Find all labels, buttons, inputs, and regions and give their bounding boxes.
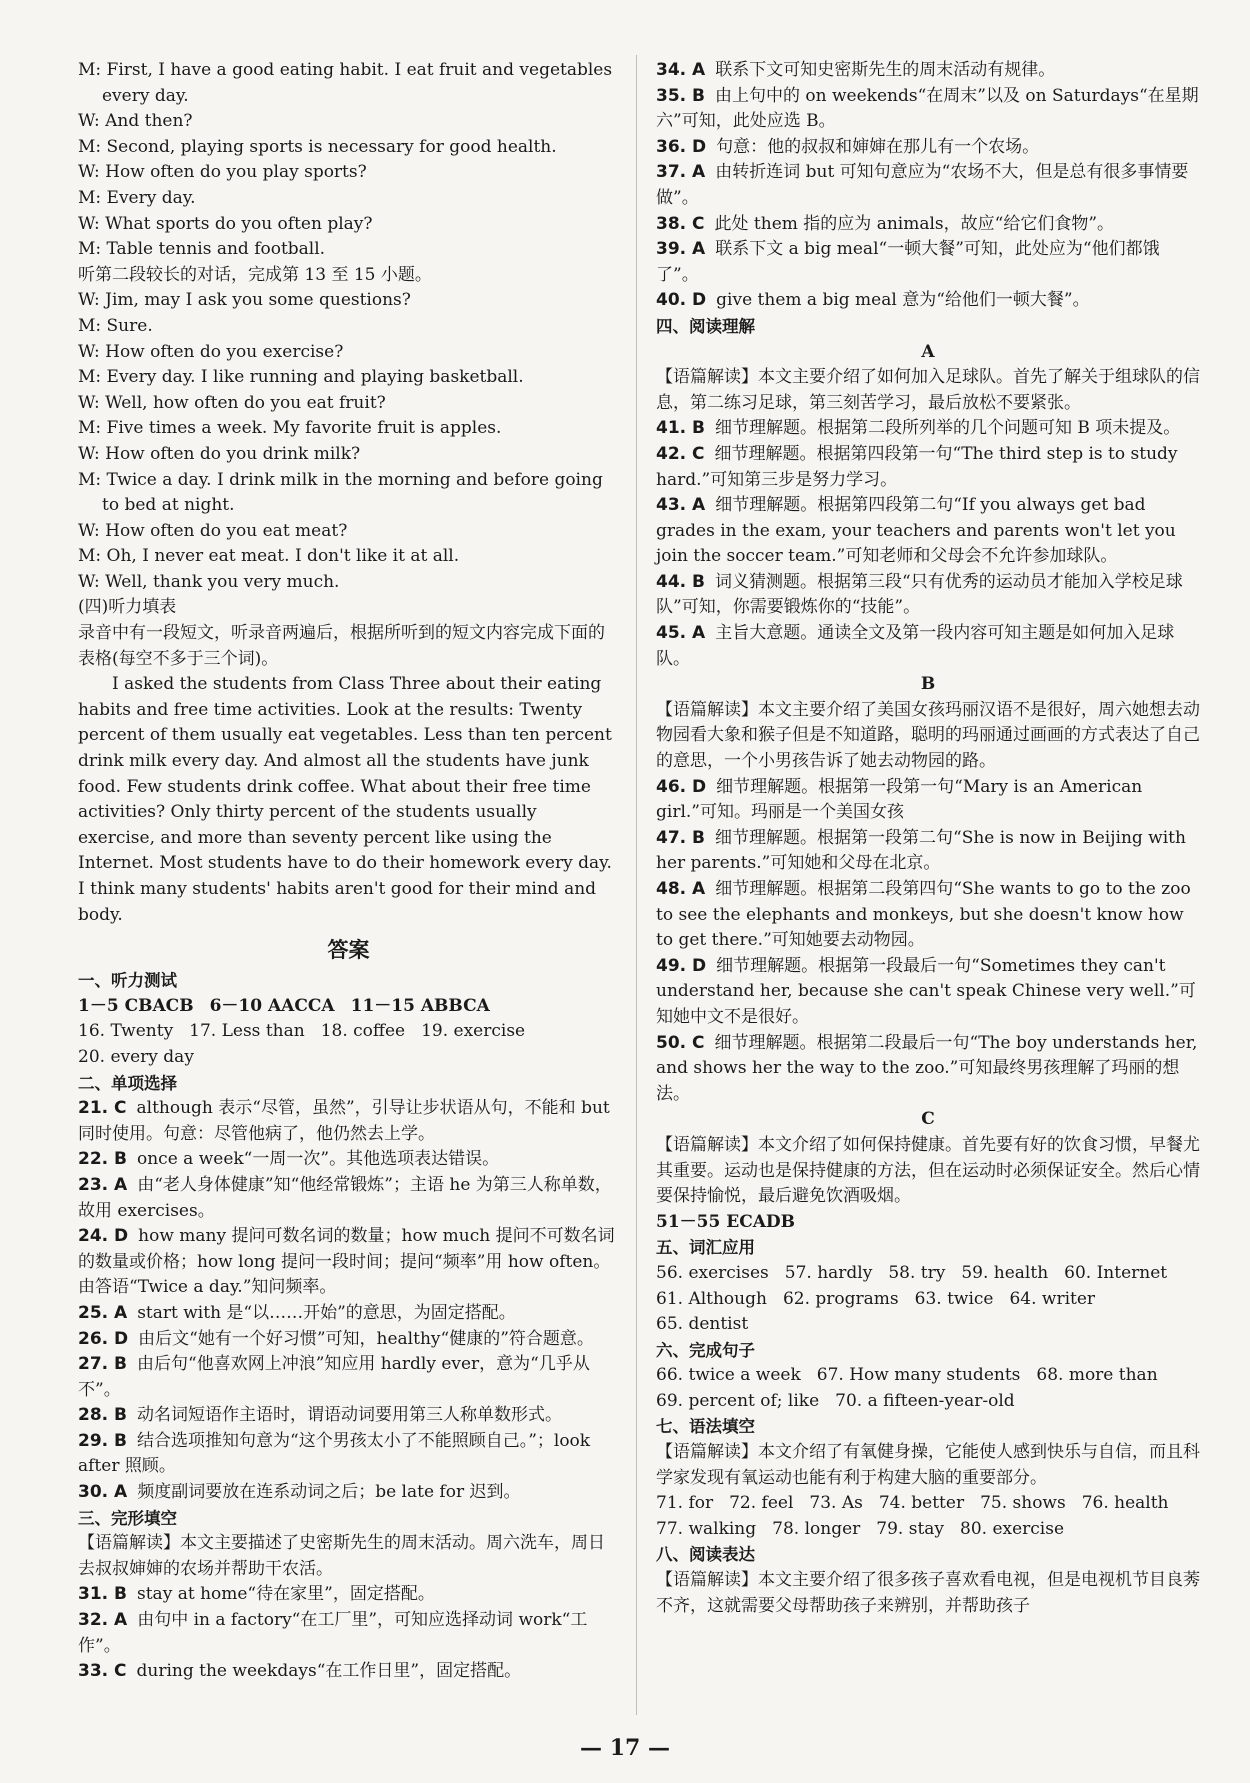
answer-item: 33. C during the weekdays“在工作日里”，固定搭配。 [78,1661,522,1682]
section-title: 三、完形填空 [78,1508,177,1528]
part4-instruction: 录音中有一段短文，听录音两遍后，根据所听到的短文内容完成下面的表格(每空不多于三个词)。 [78,623,605,669]
script-line: 听第二段较长的对话，完成第 13 至 15 小题。 [78,264,432,285]
passage-intro: 【语篇解读】本文介绍了如何保持健康。首先要有好的饮食习惯，早餐尤其重要。运动也是保持健康的方法，但在运动时必须保证安全。然后心情要保持愉悦，最后避免饮酒吸烟。 [656,1134,1200,1207]
section-title: 四、阅读理解 [656,316,755,336]
answer-row [78,1019,619,1045]
section-title: 八、阅读表达 [656,1545,755,1565]
section-title: 七、语法填空 [656,1417,755,1437]
answer-row: 51－55 ECADB [656,1211,796,1232]
answer-item: 31. B stay at home“待在家里”，固定搭配。 [78,1584,435,1605]
answer-item: 43. A 细节理解题。根据第四段第二句“If you always get bad grades in the exam, your teachers and parents won't let you join the soccer team.”可知老师和父母会不允许参加球队。 [656,495,1176,567]
answer-item: 30. A 频度副词要放在连系动词之后；be late for 迟到。 [78,1482,521,1503]
script-line: W: How often do you play sports? [78,162,367,183]
script-line: W: Well, how often do you eat fruit? [78,392,386,413]
answer-item: 44. B 词义猜测题。根据第三段“只有优秀的运动员才能加入学校足球队”可知，你需要锻炼你的“技能”。 [656,571,1183,618]
answer-item: 21. C although 表示“尽管，虽然”，引导让步状语从句，不能和 but 同时使用。句意：尽管他病了，他仍然去上学。 [78,1098,610,1144]
answer: 18. coffee [320,1021,406,1042]
section-title: 二、单项选择 [78,1073,177,1093]
script-line: W: Well, thank you very much. [78,571,340,592]
answer-item: 50. C 细节理解题。根据第二段最后一句“The boy understands her, and shows her the way to the zoo.”可知最终男孩理解了玛丽的想法。 [656,1032,1198,1104]
answer-item: 32. A 由句中 in a factory“在工厂里”，可知应选择动词 work“工作”。 [78,1610,588,1656]
answer: 16. Twenty [78,1021,174,1042]
passage-intro: 【语篇解读】本文介绍了有氧健身操，它能使人感到快乐与自信，而且科学家发现有氧运动也能有利于构建大脑的重要部分。 [656,1442,1200,1488]
script-line: M: Twice a day. I drink milk in the morning and before going to bed at night. [78,469,603,516]
script-line: M: Sure. [78,315,153,336]
answer-item: 28. B 动名词短语作主语时，谓语动词要用第三人称单数形式。 [78,1405,562,1426]
part-label: B [920,674,936,695]
answer: 11－15 ABBCA [350,995,490,1016]
answer-item: 24. D how many 提问可数名词的数量；how much 提问不可数名词的数量或价格；how long 提问一段时间；提问“频率”用 how often。由答语“Twice a day.”知问频率。 [78,1226,615,1298]
listening-passage: I asked the students from Class Three about their eating habits and free time activities. Look at the results: Twenty percent of them usually eat vegetables. Less than ten percent drink milk every day. And almost all the students have junk food. Few students drink coffee. What about their free time activities? Only thirty percent of the students usually exercise, and more than seventy percent like using the Internet. Most students have to do their homework every day. I think many students' habits aren't good for their mind and body. [78,674,612,925]
script-line: M: Second, playing sports is necessary for good health. [78,136,557,157]
script-line: W: How often do you drink milk? [78,443,361,464]
answer-row: 69. percent of; like 70. a fifteen-year-old [656,1390,1015,1411]
script-line: W: How often do you eat meat? [78,520,348,541]
right-column [656,58,1200,1619]
script-line: M: Oh, I never eat meat. I don't like it at all. [78,546,460,567]
answer-item: 41. B 细节理解题。根据第二段所列举的几个问题可知 B 项未提及。 [656,418,1181,439]
answer-item: 49. D 细节理解题。根据第一段最后一句“Sometimes they can't understand her, because she can't speak Chinese very well.”可知她中文不是很好。 [656,955,1196,1027]
page-number: — 17 — [580,1735,670,1761]
script-line: W: How often do you exercise? [78,341,344,362]
part-label: A [921,341,935,362]
answer-row: 71. for 72. feel 73. As 74. better 75. shows 76. health [656,1493,1169,1514]
answer-item: 47. B 细节理解题。根据第一段第二句“She is now in Beijing with her parents.”可知她和父母在北京。 [656,827,1186,874]
answer-row: 56. exercises 57. hardly 58. try 59. health 60. Internet [656,1262,1168,1283]
answer-item: 25. A start with 是“以……开始”的意思，为固定搭配。 [78,1302,516,1323]
script-line: M: Table tennis and football. [78,239,326,260]
answer: 19. exercise [421,1021,526,1042]
section-title: 五、词汇应用 [656,1238,755,1258]
answer-item: 29. B 结合选项推知句意为“这个男孩太小了不能照顾自己。”；look after 照顾。 [78,1430,591,1477]
passage-intro: 【语篇解读】本文主要描述了史密斯先生的周末活动。周六洗车，周日去叔叔婶婶的农场并帮助干农活。 [78,1533,605,1579]
answer-row: 66. twice a week 67. How many students 68. more than [656,1365,1158,1386]
answer-item: 23. A 由“老人身体健康”知“他经常锻炼”；主语 he 为第三人称单数，故用 exercises。 [78,1174,612,1221]
answer-item: 27. B 由后句“他喜欢网上冲浪”知应用 hardly ever，意为“几乎从不”。 [78,1354,590,1400]
part4-title: (四)听力填表 [78,597,177,618]
part-label: C [921,1109,935,1130]
answer: 17. Less than [189,1021,305,1042]
script-line: W: And then? [78,111,193,132]
answer-item: 39. A 联系下文 a big meal“一顿大餐”可知，此处应为“他们都饿了”。 [656,239,1160,285]
answer-item: 38. C 此处 them 指的应为 animals，故应“给它们食物”。 [656,213,1115,234]
answer-item: 45. A 主旨大意题。通读全文及第一段内容可知主题是如何加入足球队。 [656,623,1175,669]
left-column [78,58,619,1685]
script-line: W: What sports do you often play? [78,213,373,234]
answer-item: 40. D give them a big meal 意为“给他们一顿大餐”。 [656,290,1090,311]
answer-row [78,994,619,1020]
answer: 1－5 CBACB [78,995,194,1016]
section-title: 六、完成句子 [656,1340,755,1360]
answer-item: 46. D 细节理解题。根据第一段第一句“Mary is an American girl.”可知。玛丽是一个美国女孩 [656,776,1143,823]
column-divider [636,55,637,1715]
passage-intro: 【语篇解读】本文主要介绍了美国女孩玛丽汉语不是很好，周六她想去动物园看大象和猴子但是不知道路，聪明的玛丽通过画画的方式表达了自己的意思，一个小男孩告诉了她去动物园的路。 [656,699,1200,772]
answer-row: 61. Although 62. programs 63. twice 64. writer65. dentist [656,1288,1096,1335]
answer-item: 36. D 句意：他的叔叔和婶婶在那儿有一个农场。 [656,136,1040,157]
answer-item: 42. C 细节理解题。根据第四段第一句“The third step is to study hard.”可知第三步是努力学习。 [656,443,1178,490]
section-title: 一、听力测试 [78,971,177,991]
passage-intro: 【语篇解读】本文主要介绍了很多孩子喜欢看电视，但是电视机节目良莠不齐，这就需要父母帮助孩子来辨别，并帮助孩子 [656,1570,1200,1616]
answer-item: 37. A 由转折连词 but 可知句意应为“农场不大，但是总有很多事情要做”。 [656,162,1189,208]
answer: 6－10 AACCA [209,995,335,1016]
answer-item: 26. D 由后文“她有一个好习惯”可知，healthy“健康的”符合题意。 [78,1328,594,1349]
script-line: M: Every day. I like running and playing basketball. [78,367,524,388]
answer-item: 48. A 细节理解题。根据第二段第四句“She wants to go to the zoo to see the elephants and monkeys, but she doesn't know how to get there.”可知她要去动物园。 [656,879,1191,951]
answer-item: 34. A 联系下文可知史密斯先生的周末活动有规律。 [656,60,1056,80]
passage-intro: 【语篇解读】本文主要介绍了如何加入足球队。首先了解关于组球队的信息，第二练习足球，第三刻苦学习，最后放松不要紧张。 [656,367,1200,413]
script-line: W: Jim, may I ask you some questions? [78,290,411,311]
script-line: M: Five times a week. My favorite fruit is apples. [78,418,502,439]
answer-item: 22. B once a week“一周一次”。其他选项表达错误。 [78,1149,500,1170]
script-line: M: Every day. [78,187,196,208]
answer-heading: 答案 [327,938,370,963]
answer-row: 77. walking 78. longer 79. stay 80. exercise [656,1518,1065,1539]
answer-row: 20. every day [78,1046,194,1067]
script-line: M: First, I have a good eating habit. I eat fruit and vegetables every day. [78,60,613,106]
answer-item: 35. B 由上句中的 on weekends“在周末”以及 on Saturdays“在星期六”可知，此处应选 B。 [656,85,1199,132]
